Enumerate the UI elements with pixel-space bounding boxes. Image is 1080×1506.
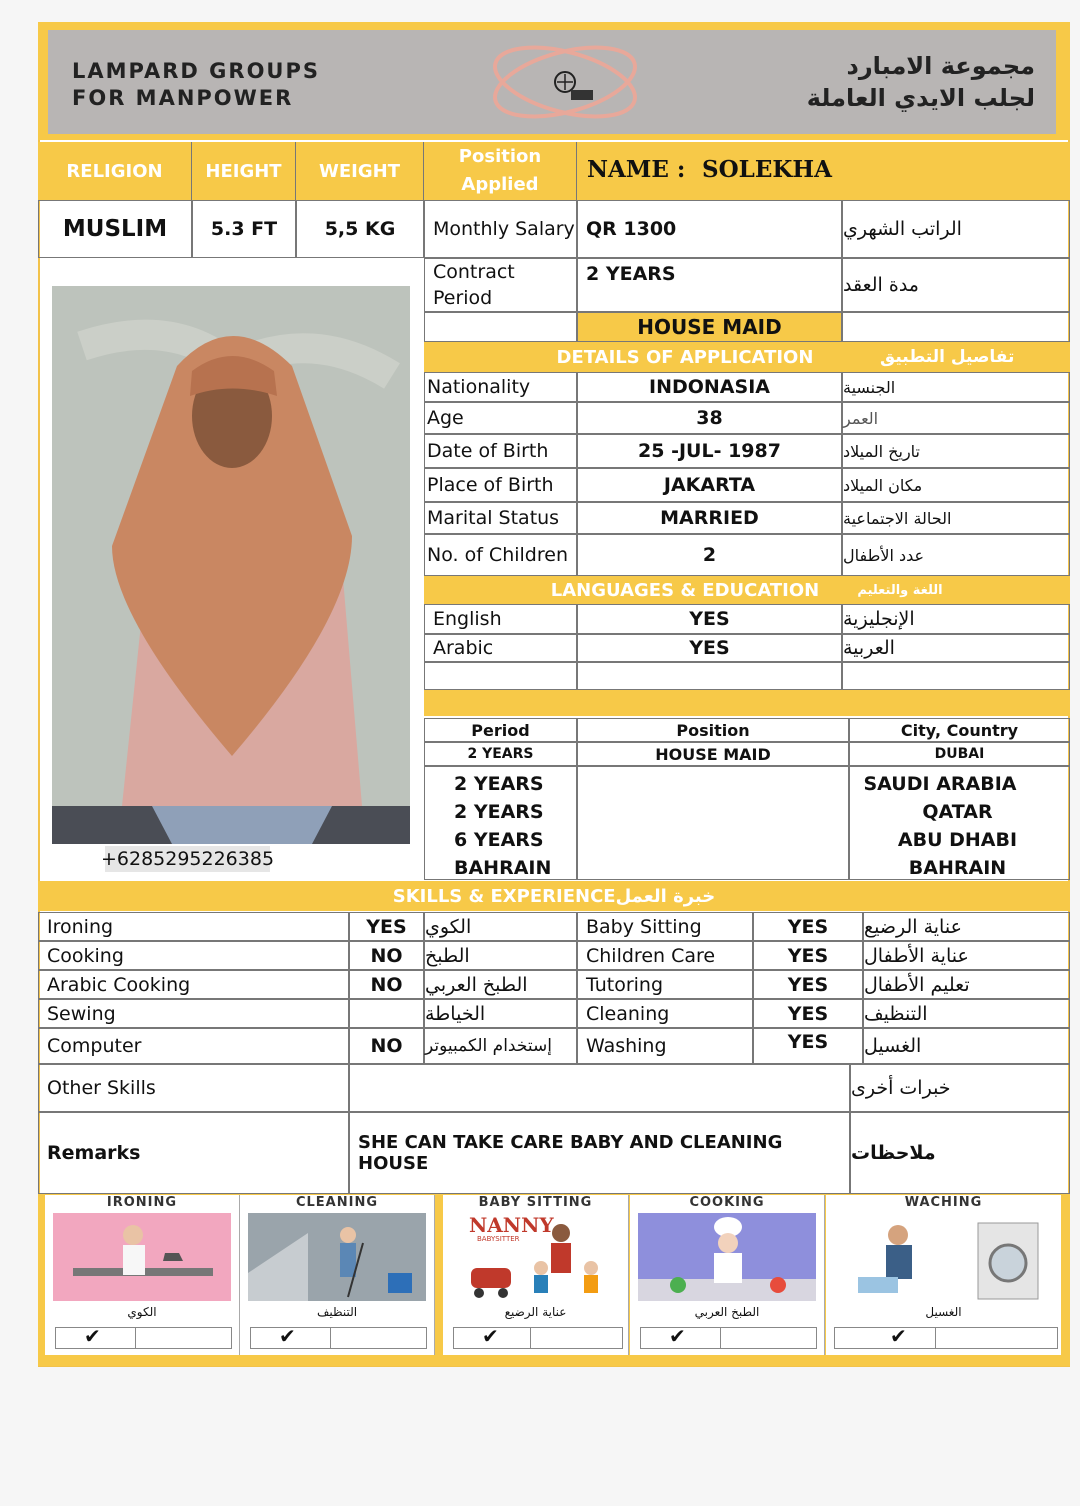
detail-value-pob: JAKARTA: [577, 468, 842, 502]
tile-title: BABY SITTING: [478, 1195, 593, 1210]
skill-label-cooking: Cooking: [38, 941, 349, 970]
detail-ar-dob: تاريخ الميلاد: [842, 434, 1070, 468]
nanny-badge-sub: BABYSITTER: [477, 1235, 520, 1243]
skill-label-arabic-cooking: Arabic Cooking: [38, 970, 349, 999]
salary-value: QR 1300: [577, 200, 842, 258]
remarks-label: Remarks: [38, 1112, 349, 1194]
lang-label-english: English: [424, 604, 577, 634]
exp-city-item: ABU DHABI: [897, 829, 1018, 851]
detail-value-dob: 25 -JUL- 1987: [577, 434, 842, 468]
skill-ar-cooking: الطبخ: [424, 941, 577, 970]
tile-checkbox: [834, 1324, 1058, 1349]
tile-checkbox: [250, 1324, 427, 1349]
detail-ar-children: عدد الأطفال: [842, 534, 1070, 576]
detail-ar-pob: مكان الميلاد: [842, 468, 1070, 502]
tile-ar-label: الغسيل: [925, 1305, 962, 1319]
exp-period-item: 2 YEARS: [454, 801, 544, 823]
exp-period-item: 2 YEARS: [454, 773, 544, 795]
exp-header-city: City, Country: [849, 718, 1070, 742]
lang-blank-1: [424, 662, 577, 690]
skill-value-children-care: YES: [753, 941, 863, 970]
checkmark-icon: ✔: [279, 1324, 296, 1348]
experience-header-band: [424, 690, 1070, 716]
skill-label-computer: Computer: [38, 1028, 349, 1064]
skill-value-sewing: [349, 999, 424, 1028]
skill-ar-children-care: عناية الأطفال: [863, 941, 1070, 970]
religion-value: MUSLIM: [38, 200, 192, 258]
skill-ar-computer: إستخدام الكمبيوتر: [424, 1028, 577, 1064]
skill-label-washing: Washing: [577, 1028, 753, 1064]
other-skills-value: [349, 1064, 850, 1112]
details-title: DETAILS OF APPLICATION: [556, 346, 814, 368]
skill-ar-cleaning: التنظيف: [863, 999, 1070, 1028]
company-name-ar: مجموعة الامبارد لجلب الايدي العاملة: [806, 52, 1035, 112]
applicant-photo: [52, 286, 410, 844]
ironing-image-icon: [53, 1213, 231, 1301]
lang-ar-arabic: العربية: [842, 634, 1070, 662]
skill-ar-arabic-cooking: الطبخ العربي: [424, 970, 577, 999]
skill-value-ironing: YES: [349, 912, 424, 941]
tile-cooking: [630, 1195, 825, 1355]
tile-ar-label: الكوي: [127, 1305, 157, 1319]
checkmark-icon: ✔: [84, 1324, 101, 1348]
tile-cleaning: [240, 1195, 435, 1355]
exp-city-item: BAHRAIN: [908, 857, 1007, 879]
company-name-en: LAMPARD GROUPS FOR MANPOWER: [72, 59, 320, 110]
exp-first-period: 2 YEARS: [424, 742, 577, 766]
skill-label-tutoring: Tutoring: [577, 970, 753, 999]
tile-title: IRONING: [106, 1195, 178, 1210]
exp-period-item: BAHRAIN: [454, 857, 552, 879]
skill-value-tutoring: YES: [753, 970, 863, 999]
position-header: Position Applied: [424, 142, 577, 200]
detail-ar-age: العمر: [842, 402, 1070, 434]
exp-periods-list: [454, 770, 551, 882]
detail-value-age: 38: [577, 402, 842, 434]
washing-image-icon: [838, 1213, 1050, 1301]
name-value: SOLEKHA: [702, 156, 832, 183]
skill-label-baby-sitting: Baby Sitting: [577, 912, 753, 941]
tile-checkbox: [55, 1324, 232, 1349]
exp-header-position: Position: [577, 718, 849, 742]
tile-baby-sitting: [443, 1195, 629, 1355]
detail-value-marital: MARRIED: [577, 502, 842, 534]
skill-ar-sewing: الخياطة: [424, 999, 577, 1028]
skill-ar-baby-sitting: عناية الرضيع: [863, 912, 1070, 941]
tile-ar-label: الطبخ العربي: [694, 1305, 760, 1319]
exp-city-item: QATAR: [922, 801, 993, 823]
detail-label-dob: Date of Birth: [424, 434, 577, 468]
skill-value-arabic-cooking: NO: [349, 970, 424, 999]
detail-label-marital: Marital Status: [424, 502, 577, 534]
exp-first-city: DUBAI: [849, 742, 1070, 766]
salary-label: Monthly Salary: [424, 200, 577, 258]
name-label: NAME :: [587, 156, 686, 183]
skill-ar-washing: الغسيل: [863, 1028, 1070, 1064]
remarks-ar: ملاحظات: [850, 1112, 1070, 1194]
skill-value-cleaning: YES: [753, 999, 863, 1028]
other-skills-ar: خبرات أخرى: [850, 1064, 1070, 1112]
skill-label-cleaning: Cleaning: [577, 999, 753, 1028]
skill-label-ironing: Ironing: [38, 912, 349, 941]
position-row-blank: [424, 312, 577, 342]
religion-header: RELIGION: [38, 142, 192, 200]
detail-ar-marital: الحالة الاجتماعية: [842, 502, 1070, 534]
detail-label-pob: Place of Birth: [424, 468, 577, 502]
skill-value-cooking: NO: [349, 941, 424, 970]
detail-ar-nationality: الجنسية: [842, 372, 1070, 402]
tile-title: WACHING: [904, 1195, 983, 1210]
details-title-ar: تفاصيل التطبيق: [880, 347, 1015, 367]
skills-title: SKILLS & EXPERIENCEخبرة العمل: [38, 881, 1070, 911]
tile-checkbox: [453, 1324, 623, 1349]
exp-header-period: Period: [424, 718, 577, 742]
skill-value-computer: NO: [349, 1028, 424, 1064]
detail-label-children: No. of Children: [424, 534, 577, 576]
exp-positions-cell: [577, 766, 849, 880]
contract-label: Contract Period: [424, 258, 577, 312]
checkmark-icon: ✔: [482, 1324, 499, 1348]
checkmark-icon: ✔: [669, 1324, 686, 1348]
position-value: HOUSE MAID: [577, 312, 842, 342]
skill-value-washing: YES: [753, 1028, 863, 1064]
languages-title-ar: اللغة والتعليم: [857, 582, 943, 598]
tile-checkbox: [640, 1324, 817, 1349]
baby-sitting-image-icon: [451, 1213, 621, 1301]
detail-label-nationality: Nationality: [424, 372, 577, 402]
tile-title: COOKING: [689, 1195, 765, 1210]
skill-ar-tutoring: تعليم الأطفال: [863, 970, 1070, 999]
phone-number: +6285295226385: [100, 848, 275, 870]
exp-period-item: 6 YEARS: [454, 829, 544, 851]
tile-ironing: [45, 1195, 240, 1355]
skill-ar-ironing: الكوي: [424, 912, 577, 941]
height-header: HEIGHT: [192, 142, 296, 200]
lang-label-arabic: Arabic: [424, 634, 577, 662]
weight-value: 5,5 KG: [296, 200, 424, 258]
lang-value-arabic: YES: [577, 634, 842, 662]
detail-label-age: Age: [424, 402, 577, 434]
languages-title: LANGUAGES & EDUCATION: [550, 579, 820, 601]
tile-ar-label: عناية الرضيع: [504, 1305, 567, 1319]
skill-label-children-care: Children Care: [577, 941, 753, 970]
cooking-image-icon: [638, 1213, 816, 1301]
exp-city-item: SAUDI ARABIA: [863, 773, 1017, 795]
weight-header: WEIGHT: [296, 142, 424, 200]
detail-value-children: 2: [577, 534, 842, 576]
contract-value: 2 YEARS: [577, 258, 842, 312]
detail-value-nationality: INDONASIA: [577, 372, 842, 402]
contract-ar: مدة العقد: [842, 258, 1070, 312]
exp-first-position: HOUSE MAID: [577, 742, 849, 766]
lang-value-english: YES: [577, 604, 842, 634]
position-row-blank-right: [842, 312, 1070, 342]
company-logo-icon: [485, 40, 645, 125]
cleaning-image-icon: [248, 1213, 426, 1301]
salary-ar: الراتب الشهري: [842, 200, 1070, 258]
lang-blank-3: [842, 662, 1070, 690]
checkmark-icon: ✔: [890, 1324, 907, 1348]
lang-blank-2: [577, 662, 842, 690]
other-skills-label: Other Skills: [38, 1064, 349, 1112]
tile-ar-label: التنظيف: [316, 1305, 358, 1319]
nanny-badge: NANNY: [469, 1213, 554, 1237]
skill-value-baby-sitting: YES: [753, 912, 863, 941]
tile-title: CLEANING: [295, 1195, 379, 1210]
height-value: 5.3 FT: [192, 200, 296, 258]
skill-label-sewing: Sewing: [38, 999, 349, 1028]
lang-ar-english: الإنجليزية: [842, 604, 1070, 634]
remarks-value: SHE CAN TAKE CARE BABY AND CLEANING HOUSE: [349, 1112, 850, 1194]
tile-washing: [826, 1195, 1061, 1355]
exp-cities-list: [850, 770, 1065, 882]
